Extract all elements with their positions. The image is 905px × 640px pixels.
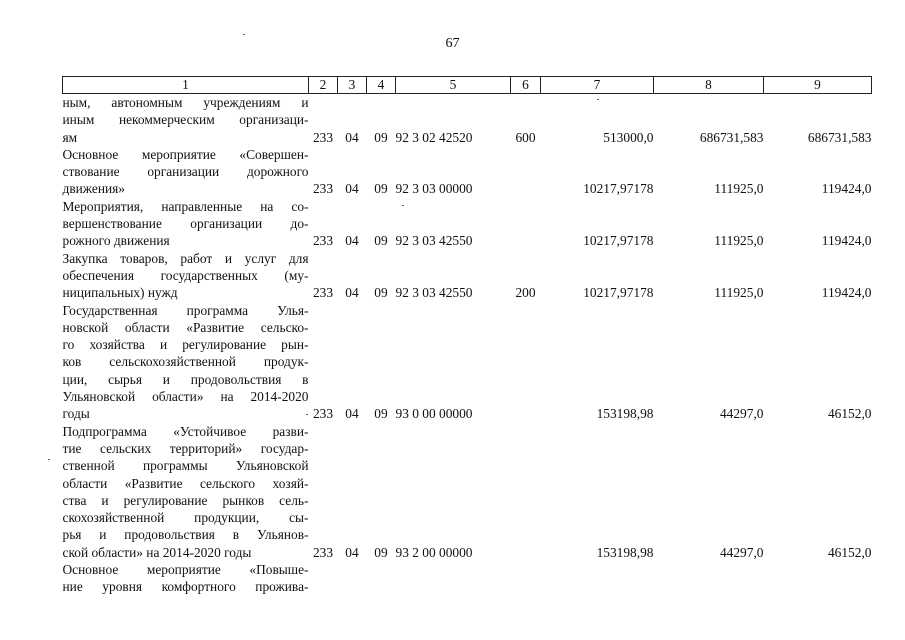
cell-c6: 200 (515, 285, 536, 301)
column-header: 3 (338, 77, 367, 94)
table-body (63, 94, 872, 596)
cell-c5: 92 3 03 42550 (395, 285, 473, 301)
cell-c2: 233 (312, 233, 334, 249)
cell-c7: 10217,97178 (583, 181, 654, 197)
cell-c8: 686731,583 (699, 129, 764, 145)
row-name-line: рья и продовольствия в Ульянов- (62, 527, 309, 543)
row-name-cell (63, 561, 309, 596)
row-name-line: ствование организации дорожного (62, 164, 309, 180)
row-name-line: ным, автономным учреждениям и (62, 95, 309, 110)
row-name-line: Основное мероприятие «Совершен- (62, 146, 309, 162)
row-name-line: скохозяйственной продукции, сы- (62, 510, 309, 526)
cell-c5 (396, 561, 511, 596)
cell-c6 (511, 561, 541, 596)
column-header: 8 (654, 77, 764, 94)
row-name-line: го хозяйства и регулирование рын- (62, 337, 309, 353)
row-name-line: движения» (62, 181, 126, 197)
cell-c9 (764, 561, 872, 596)
cell-c8: 111925,0 (714, 233, 764, 249)
cell-c3: 04 (345, 406, 359, 422)
cell-c3: 04 (345, 129, 359, 145)
table-row (63, 198, 872, 250)
table-row (63, 423, 872, 561)
row-name-line: ства и регулирование рынков сель- (62, 492, 309, 508)
cell-c4: 09 (374, 181, 388, 197)
cell-c2 (309, 561, 338, 596)
row-name-cell (63, 94, 309, 146)
cell-c9: 686731,583 (807, 129, 872, 145)
row-name-line: Закупка товаров, работ и услуг для (62, 250, 309, 266)
table-row (63, 561, 872, 596)
column-header: 7 (541, 77, 654, 94)
cell-c4 (367, 561, 396, 596)
row-name-line: рожного движения (62, 233, 170, 249)
scan-speck (306, 414, 308, 415)
cell-c6 (511, 198, 541, 250)
cell-c3 (338, 561, 367, 596)
column-header: 6 (511, 77, 541, 94)
row-name-line: ям (62, 129, 78, 145)
cell-c6 (511, 423, 541, 561)
scan-speck (243, 34, 245, 35)
cell-c7: 513000,0 (603, 129, 654, 145)
row-name-line: Мероприятия, направленные на со- (62, 198, 309, 214)
cell-c5: 93 0 00 00000 (395, 406, 473, 422)
row-name-line: ственной программы Ульяновской (62, 458, 309, 474)
cell-c3: 04 (345, 233, 359, 249)
cell-c3: 04 (345, 544, 359, 560)
cell-c6: 600 (515, 129, 536, 145)
scan-speck (597, 99, 599, 100)
cell-c2: 233 (312, 544, 334, 560)
cell-c9: 46152,0 (827, 406, 872, 422)
row-name-line: Основное мероприятие «Повыше- (62, 562, 309, 578)
column-header: 5 (396, 77, 511, 94)
row-name-line: Ульяновской области» на 2014-2020 (62, 389, 309, 405)
cell-c7: 10217,97178 (583, 233, 654, 249)
row-name-line: годы (62, 406, 90, 422)
cell-c2: 233 (312, 285, 334, 301)
cell-c3: 04 (345, 181, 359, 197)
row-name-line: иным некоммерческим организаци- (62, 112, 309, 128)
cell-c9: 119424,0 (821, 285, 872, 301)
cell-c9: 119424,0 (821, 233, 872, 249)
column-header: 4 (367, 77, 396, 94)
header-row (63, 77, 872, 94)
cell-c2: 233 (312, 181, 334, 197)
row-name-cell (63, 198, 309, 250)
cell-c5: 92 3 03 42550 (395, 233, 473, 249)
row-name-line: тие сельских территорий» государ- (62, 440, 309, 456)
cell-c4: 09 (374, 285, 388, 301)
cell-c6 (511, 302, 541, 423)
cell-c9: 46152,0 (827, 544, 872, 560)
cell-c8: 44297,0 (719, 544, 764, 560)
cell-c4: 09 (374, 129, 388, 145)
budget-table (62, 76, 872, 596)
row-name-line: ции, сырья и продовольствия в (62, 371, 309, 387)
table-row (63, 302, 872, 423)
cell-c7 (541, 561, 654, 596)
cell-c4: 09 (374, 406, 388, 422)
cell-c4: 09 (374, 233, 388, 249)
cell-c8: 111925,0 (714, 181, 764, 197)
row-name-cell (63, 423, 309, 561)
scan-speck (402, 205, 404, 206)
cell-c2: 233 (312, 406, 334, 422)
cell-c7: 153198,98 (596, 406, 654, 422)
row-name-line: ниципальных) нужд (62, 285, 178, 301)
row-name-line: Подпрограмма «Устойчивое разви- (62, 423, 309, 439)
cell-c9: 119424,0 (821, 181, 872, 197)
column-header: 1 (63, 77, 309, 94)
cell-c5: 92 3 02 42520 (395, 129, 473, 145)
table-row (63, 146, 872, 198)
cell-c3: 04 (345, 285, 359, 301)
column-header: 2 (309, 77, 338, 94)
cell-c6 (511, 146, 541, 198)
cell-c5: 92 3 03 00000 (395, 181, 473, 197)
row-name-line: ской области» на 2014-2020 годы (62, 544, 252, 560)
cell-c7: 10217,97178 (583, 285, 654, 301)
cell-c8: 111925,0 (714, 285, 764, 301)
table-row (63, 94, 872, 146)
row-name-line: ние уровня комфортного прожива- (62, 579, 309, 595)
row-name-line: Государственная программа Улья- (62, 302, 309, 318)
cell-c8 (654, 561, 764, 596)
row-name-line: области «Развитие сельского хозяй- (62, 475, 309, 491)
row-name-cell (63, 250, 309, 302)
row-name-line: вершенствование организации до- (62, 216, 309, 232)
table-row (63, 250, 872, 302)
scan-speck (48, 459, 50, 460)
cell-c4: 09 (374, 544, 388, 560)
cell-c8: 44297,0 (719, 406, 764, 422)
row-name-line: обеспечения государственных (му- (62, 267, 309, 283)
cell-c7: 153198,98 (596, 544, 654, 560)
cell-c2: 233 (312, 129, 334, 145)
row-name-line: новской области «Развитие сельско- (62, 319, 309, 335)
column-header: 9 (764, 77, 872, 94)
page-number: 67 (445, 36, 460, 51)
row-name-cell (63, 302, 309, 423)
row-name-line: ков сельскохозяйственной продук- (62, 354, 309, 370)
cell-c5: 93 2 00 00000 (395, 544, 473, 560)
row-name-cell (63, 146, 309, 198)
